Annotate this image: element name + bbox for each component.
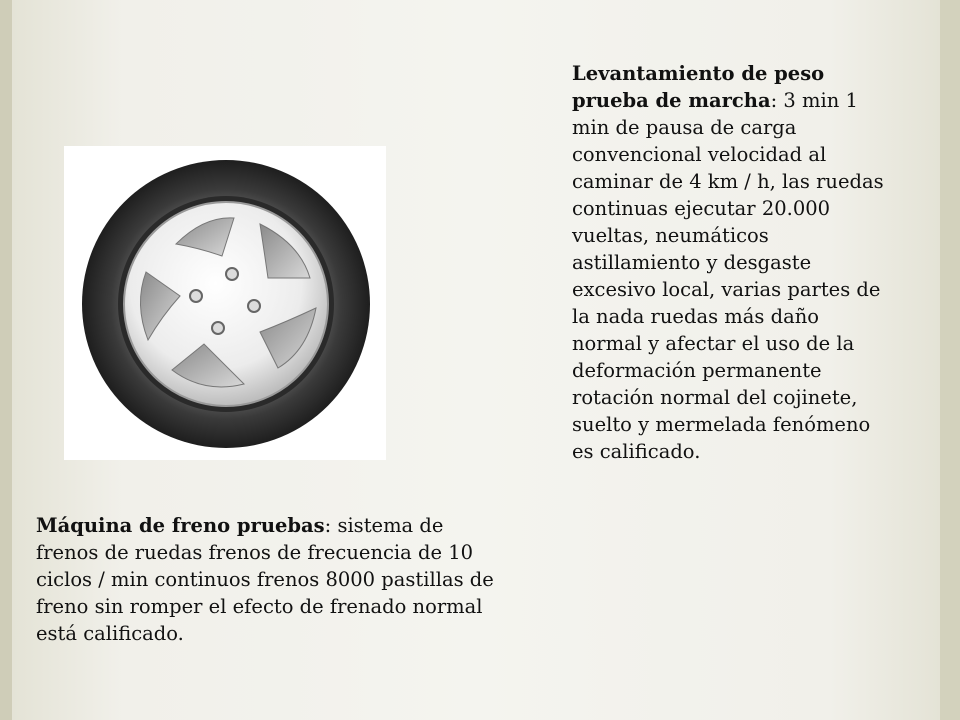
walk-test-heading: Levantamiento de peso prueba de marcha	[572, 62, 825, 112]
brake-test-text	[36, 512, 506, 647]
walk-test-body: 3 min 1 min de pausa de carga convencional velocidad al caminar de 4 km / h, las ruedas continuas ejecutar 20.000 vueltas, neumáticos astillamiento y desgaste excesivo local, varias partes de la nada ruedas más daño normal y afectar el uso de la deformación permanente rotación normal del cojinete, suelto y mermelada fenómeno es calificado.	[572, 89, 884, 463]
lug-nut	[212, 322, 224, 334]
tire-image	[64, 146, 386, 460]
lug-nut	[248, 300, 260, 312]
brake-test-body: sistema de frenos de ruedas frenos de frecuencia de 10 ciclos / min continuos frenos 8000 pastillas de freno sin romper el efecto de frenado normal está calificado.	[36, 514, 494, 645]
slide-right-border	[940, 0, 960, 720]
slide-left-border	[0, 0, 12, 720]
walk-test-separator: :	[770, 89, 784, 112]
lug-nut	[226, 268, 238, 280]
lug-nut	[190, 290, 202, 302]
tire-icon	[64, 146, 386, 460]
brake-test-heading: Máquina de freno pruebas	[36, 514, 325, 537]
walk-test-text	[572, 60, 892, 465]
brake-test-separator: :	[324, 514, 338, 537]
